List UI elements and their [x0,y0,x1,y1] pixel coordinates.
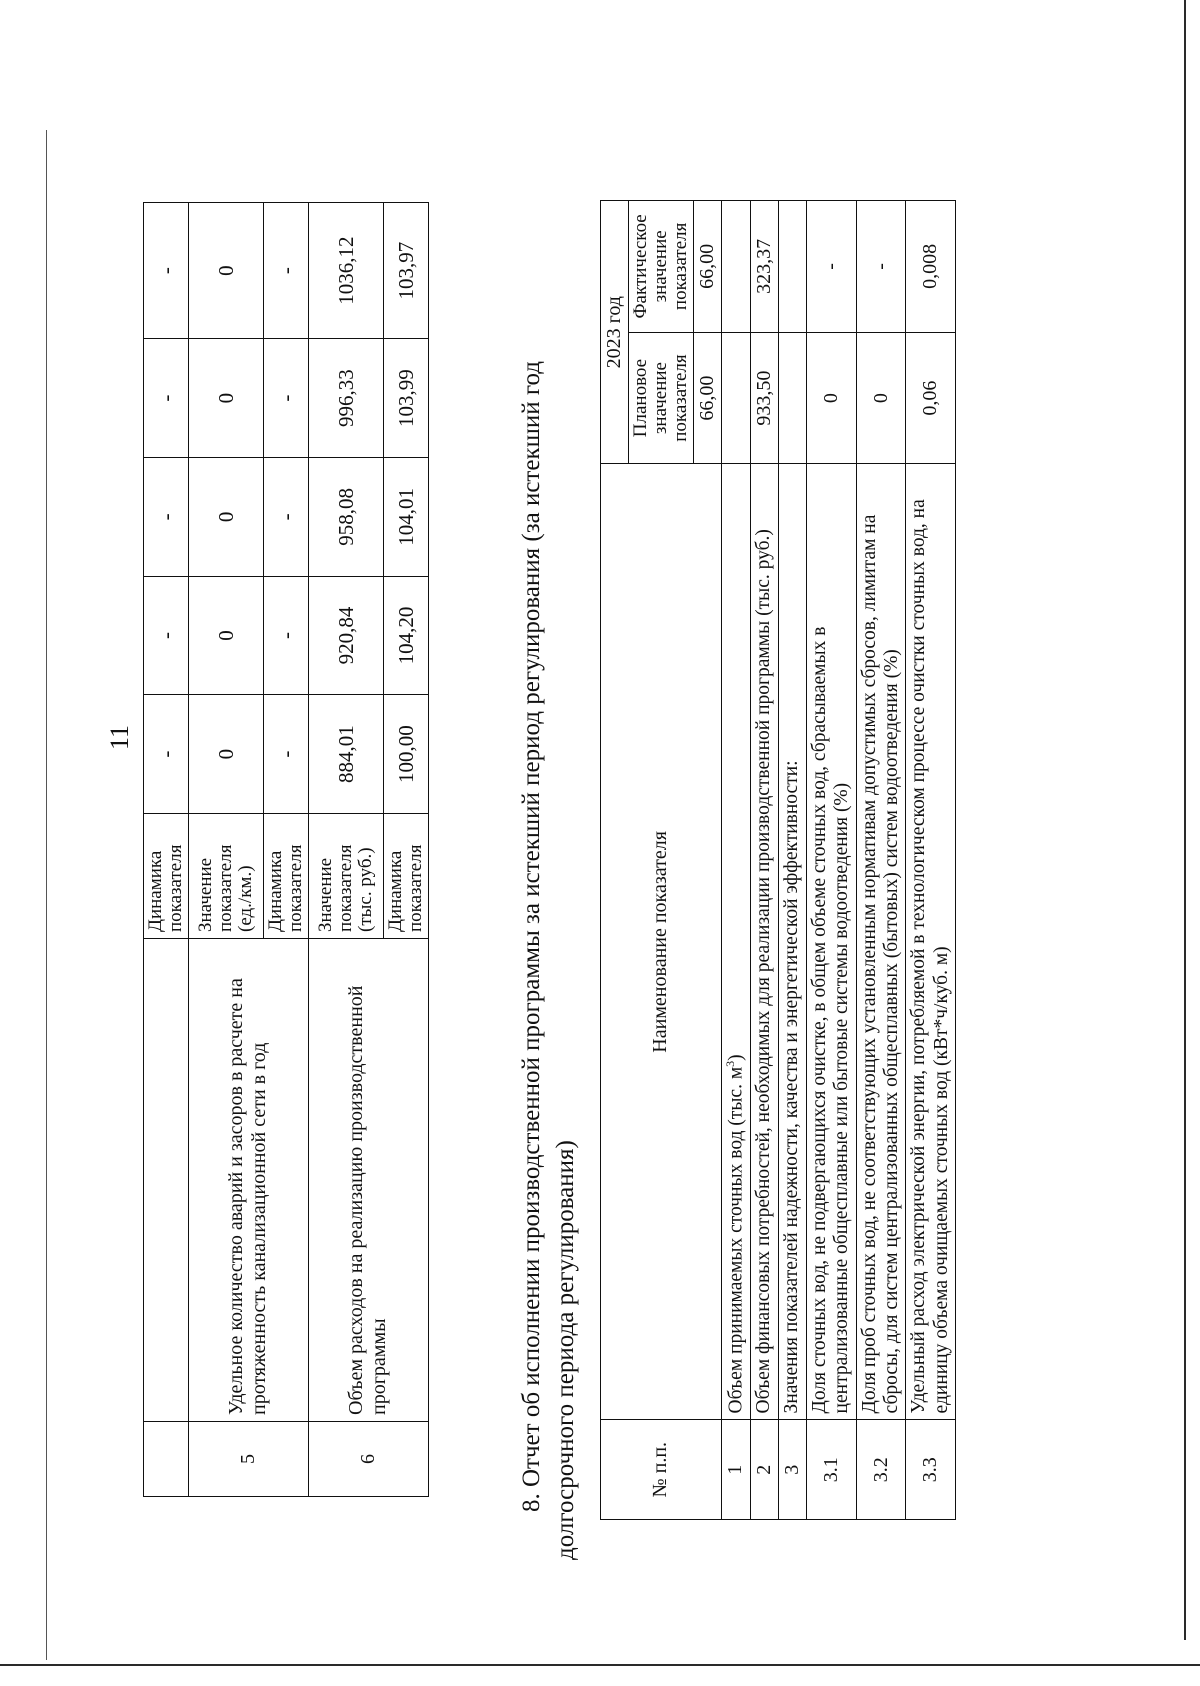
row-name: Доля сточных вод, не подвергающихся очистке, в общем объеме сточных вод, сбрасываемых в централизованные общесплавные или бытовые системы водоотведения (%) [806,464,856,1420]
table-row [806,201,856,1520]
value-cell: 0 [188,576,263,695]
row-number [144,1422,189,1497]
value-cell: 0 [188,457,263,576]
scan-edge-right [1184,0,1186,1640]
row-name: Объем финансовых потребностей, необходимых для реализации производственной программы (тыс. руб.) [750,464,778,1420]
metric-label: Значение показателя (ед./км.) [188,814,263,939]
row-number: 1 [721,1420,750,1520]
row-number: 5 [188,1422,308,1497]
value-cell: 958,08 [308,457,383,576]
value-cell: 103,99 [383,339,428,458]
table-row [188,203,263,1497]
table-row [778,201,806,1520]
table-row [856,201,906,1520]
col-plan-header: Плановое значение показателя [629,332,694,464]
superscript: 3 [722,1060,737,1067]
value-cell: - [856,201,906,333]
scan-edge-left [46,130,47,1660]
metric-label: Значение показателя (тыс. руб.) [308,814,383,939]
row-name: Удельный расход электрической энергии, потребляемой в технологическом процессе очистки сточных вод, на единицу объема очищаемых сточных вод (кВт*ч/куб. м) [906,464,956,1420]
value-cell: 933,50 [750,332,778,464]
value-cell: 884,01 [308,695,383,814]
value-cell: 0,06 [906,332,956,464]
col-fact-header: Фактическое значение показателя [629,201,694,333]
col-number-header: № п.п. [601,1420,722,1520]
row-name: Значения показателей надежности, качества и энергетической эффективности: [778,464,806,1420]
value-cell: 104,20 [383,576,428,695]
row-number: 3.2 [856,1420,906,1520]
row-name-text: Объем принимаемых сточных вод (тыс. м [725,1066,747,1414]
row-number: 3.1 [806,1420,856,1520]
table-row [750,201,778,1520]
value-cell: 323,37 [750,201,778,333]
page-number: 11 [105,724,134,750]
value-cell: 0 [806,332,856,464]
value-cell: - [144,203,189,339]
value-cell: - [144,576,189,695]
row-number: 2 [750,1420,778,1520]
scan-edge-bottom [0,1664,1200,1666]
section-title-line1: 8. Отчет об исполнении производственной программы за истекший период регулирования (за истекший год [518,361,545,1512]
value-cell: - [263,695,308,814]
value-cell: 104,01 [383,457,428,576]
section-title-line2: долгосрочного периода регулирования) [552,1140,579,1560]
value-cell: 103,97 [383,203,428,339]
value-cell: 0 [188,339,263,458]
col-year-header: 2023 год [601,201,629,464]
value-cell: - [263,203,308,339]
row-name: Удельное количество аварий и засоров в расчете на протяженность канализационной сети в год [188,939,308,1422]
row-number: 3.3 [906,1420,956,1520]
value-cell [778,332,806,464]
value-cell: - [263,457,308,576]
value-cell: - [144,695,189,814]
value-cell: - [263,576,308,695]
table-row [144,203,189,1497]
value-cell: 0 [856,332,906,464]
row-name: Доля проб сточных вод, не соответствующих установленным нормативам допустимых сбросов, лимитам на сбросы, для систем централизованных общесплавных (бытовых) систем водоотведения (%) [856,464,906,1420]
row-name [721,464,750,1420]
metric-label: Динамика показателя [383,814,428,939]
value-cell: 0 [188,203,263,339]
col-name-header: Наименование показателя [601,464,722,1420]
row-name-tail: ) [725,1054,747,1061]
metric-label: Динамика показателя [144,814,189,939]
section-title [515,220,583,1560]
value-cell: 0 [188,695,263,814]
rotated-page [95,20,1175,1660]
indicators-table [143,202,429,1497]
value-cell: - [144,339,189,458]
table-row [308,203,383,1497]
row-name: Объем расходов на реализацию производственной программы [308,939,428,1422]
value-cell: 0,008 [906,201,956,333]
table-row [721,201,750,1520]
value-cell: - [806,201,856,333]
value-cell: - [263,339,308,458]
report-table [600,200,956,1520]
value-cell: 100,00 [383,695,428,814]
header-row [601,201,629,1520]
value-cell: 1036,12 [308,203,383,339]
value-cell: 66,00 [693,332,721,464]
metric-label: Динамика показателя [263,814,308,939]
row-name [144,939,189,1422]
value-cell: 920,84 [308,576,383,695]
value-cell [721,201,750,333]
table-row [906,201,956,1520]
value-cell [778,201,806,333]
value-cell: 66,00 [693,201,721,333]
row-number: 3 [778,1420,806,1520]
value-cell [721,332,750,464]
value-cell: 996,33 [308,339,383,458]
value-cell: - [144,457,189,576]
row-number: 6 [308,1422,428,1497]
